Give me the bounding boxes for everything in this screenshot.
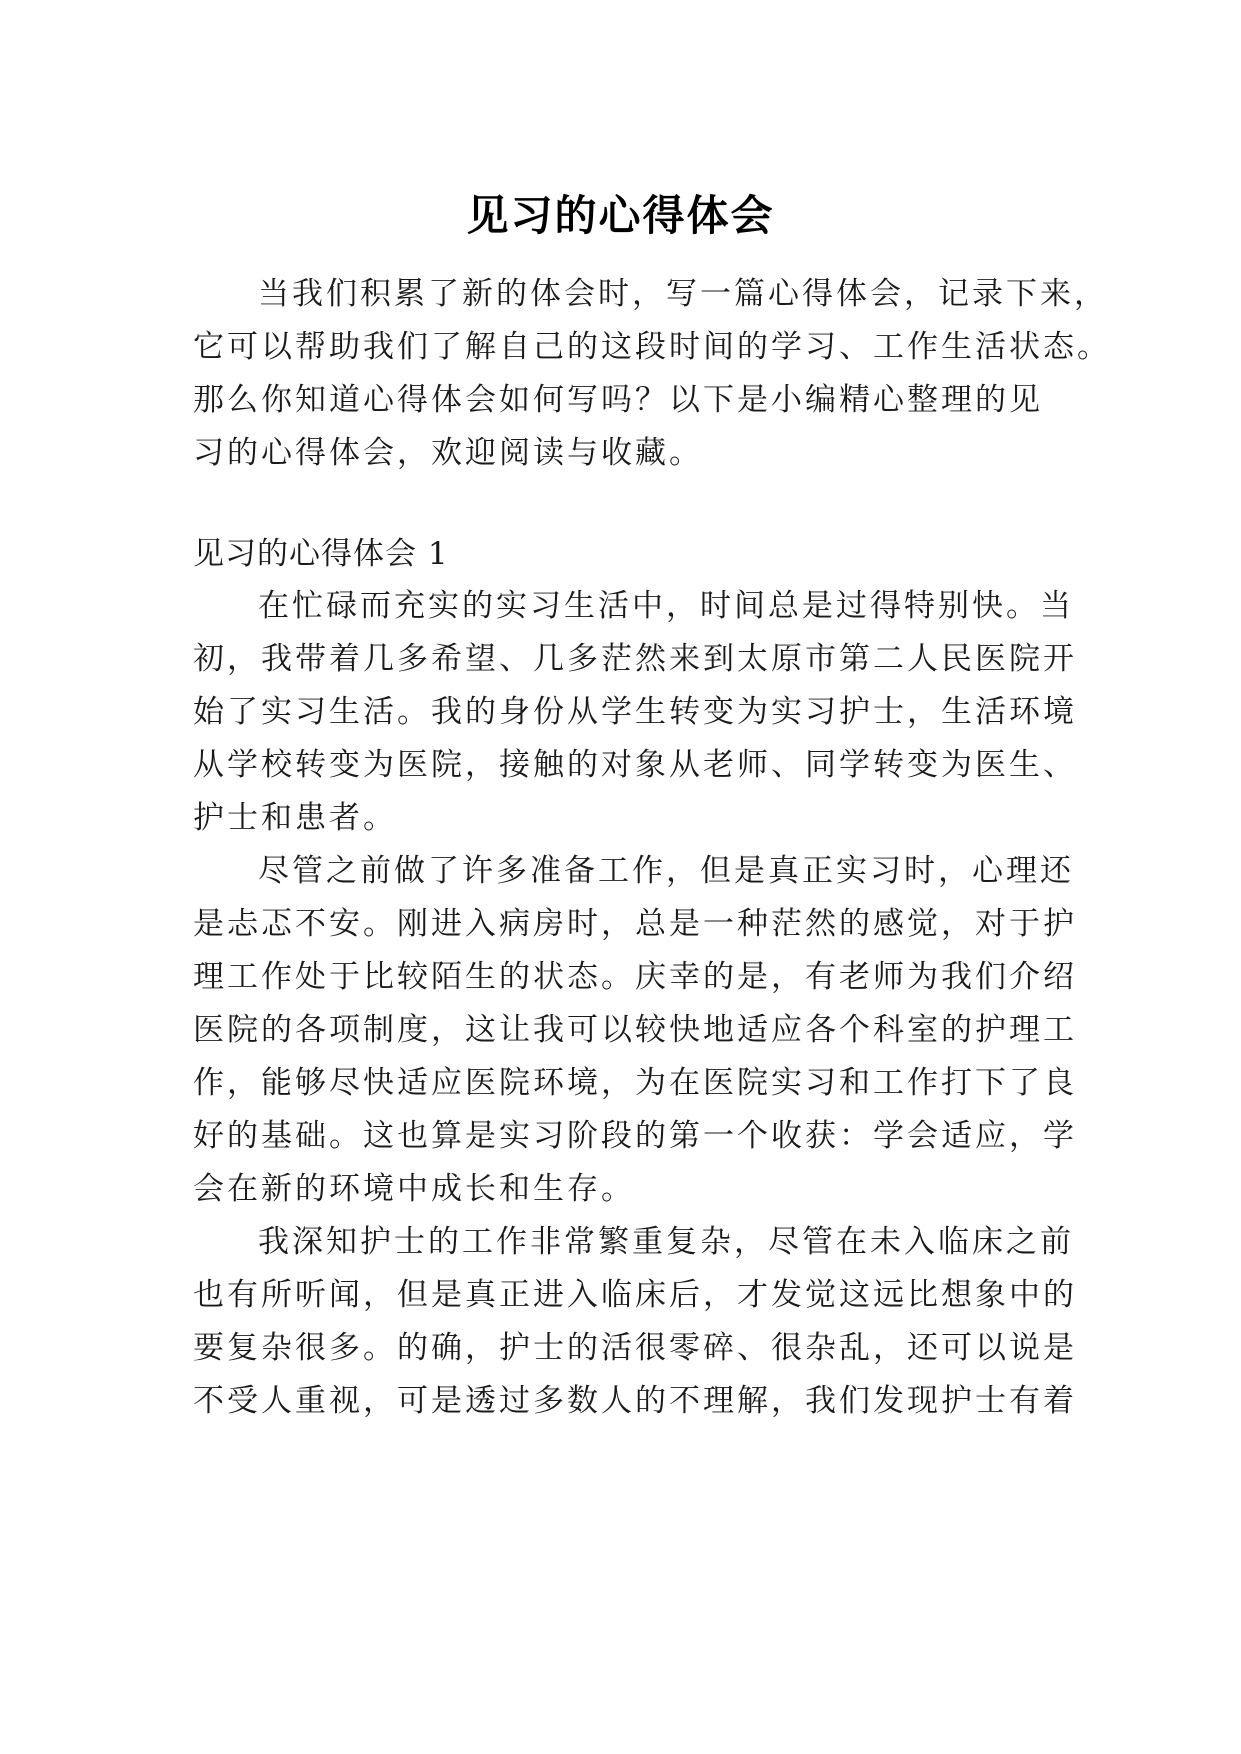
intro-line: 它可以帮助我们了解自己的这段时间的学习、工作生活状态。: [193, 329, 1111, 365]
paragraph-line: 初，我带着几多希望、几多茫然来到太原市第二人民医院开: [193, 641, 1077, 677]
paragraph-line: 不受人重视，可是透过多数人的不理解，我们发现护士有着: [193, 1383, 1077, 1419]
paragraph-line: 从学校转变为医院，接触的对象从老师、同学转变为医生、: [193, 747, 1077, 783]
intro-line: 那么你知道心得体会如何写吗？以下是小编精心整理的见: [193, 382, 1043, 418]
paragraph-line: 在忙碌而充实的实习生活中，时间总是过得特别快。当: [258, 588, 1074, 624]
paragraph-line: 护士和患者。: [193, 800, 397, 836]
intro-line: 习的心得体会，欢迎阅读与收藏。: [193, 435, 703, 471]
paragraph-line: 是忐忑不安。刚进入病房时，总是一种茫然的感觉，对于护: [193, 906, 1077, 942]
intro-line: 当我们积累了新的体会时，写一篇心得体会，记录下来，: [258, 276, 1108, 312]
paragraph-line: 我深知护士的工作非常繁重复杂，尽管在未入临床之前: [258, 1224, 1074, 1260]
paragraph-line: 好的基础。这也算是实习阶段的第一个收获：学会适应，学: [193, 1118, 1077, 1154]
paragraph-line: 会在新的环境中成长和生存。: [193, 1171, 635, 1207]
paragraph-line: 医院的各项制度，这让我可以较快地适应各个科室的护理工: [193, 1012, 1077, 1048]
paragraph-line: 也有所听闻，但是真正进入临床后，才发觉这远比想象中的: [193, 1277, 1077, 1313]
document-title: 见习的心得体会: [466, 191, 775, 241]
section-heading: 见习的心得体会 1: [193, 536, 449, 572]
paragraph-line: 始了实习生活。我的身份从学生转变为实习护士，生活环境: [193, 694, 1077, 730]
paragraph-line: 理工作处于比较陌生的状态。庆幸的是，有老师为我们介绍: [193, 959, 1077, 995]
paragraph-line: 尽管之前做了许多准备工作，但是真正实习时，心理还: [258, 853, 1074, 889]
paragraph-line: 作，能够尽快适应医院环境，为在医院实习和工作打下了良: [193, 1065, 1077, 1101]
paragraph-line: 要复杂很多。的确，护士的活很零碎、很杂乱，还可以说是: [193, 1330, 1077, 1366]
